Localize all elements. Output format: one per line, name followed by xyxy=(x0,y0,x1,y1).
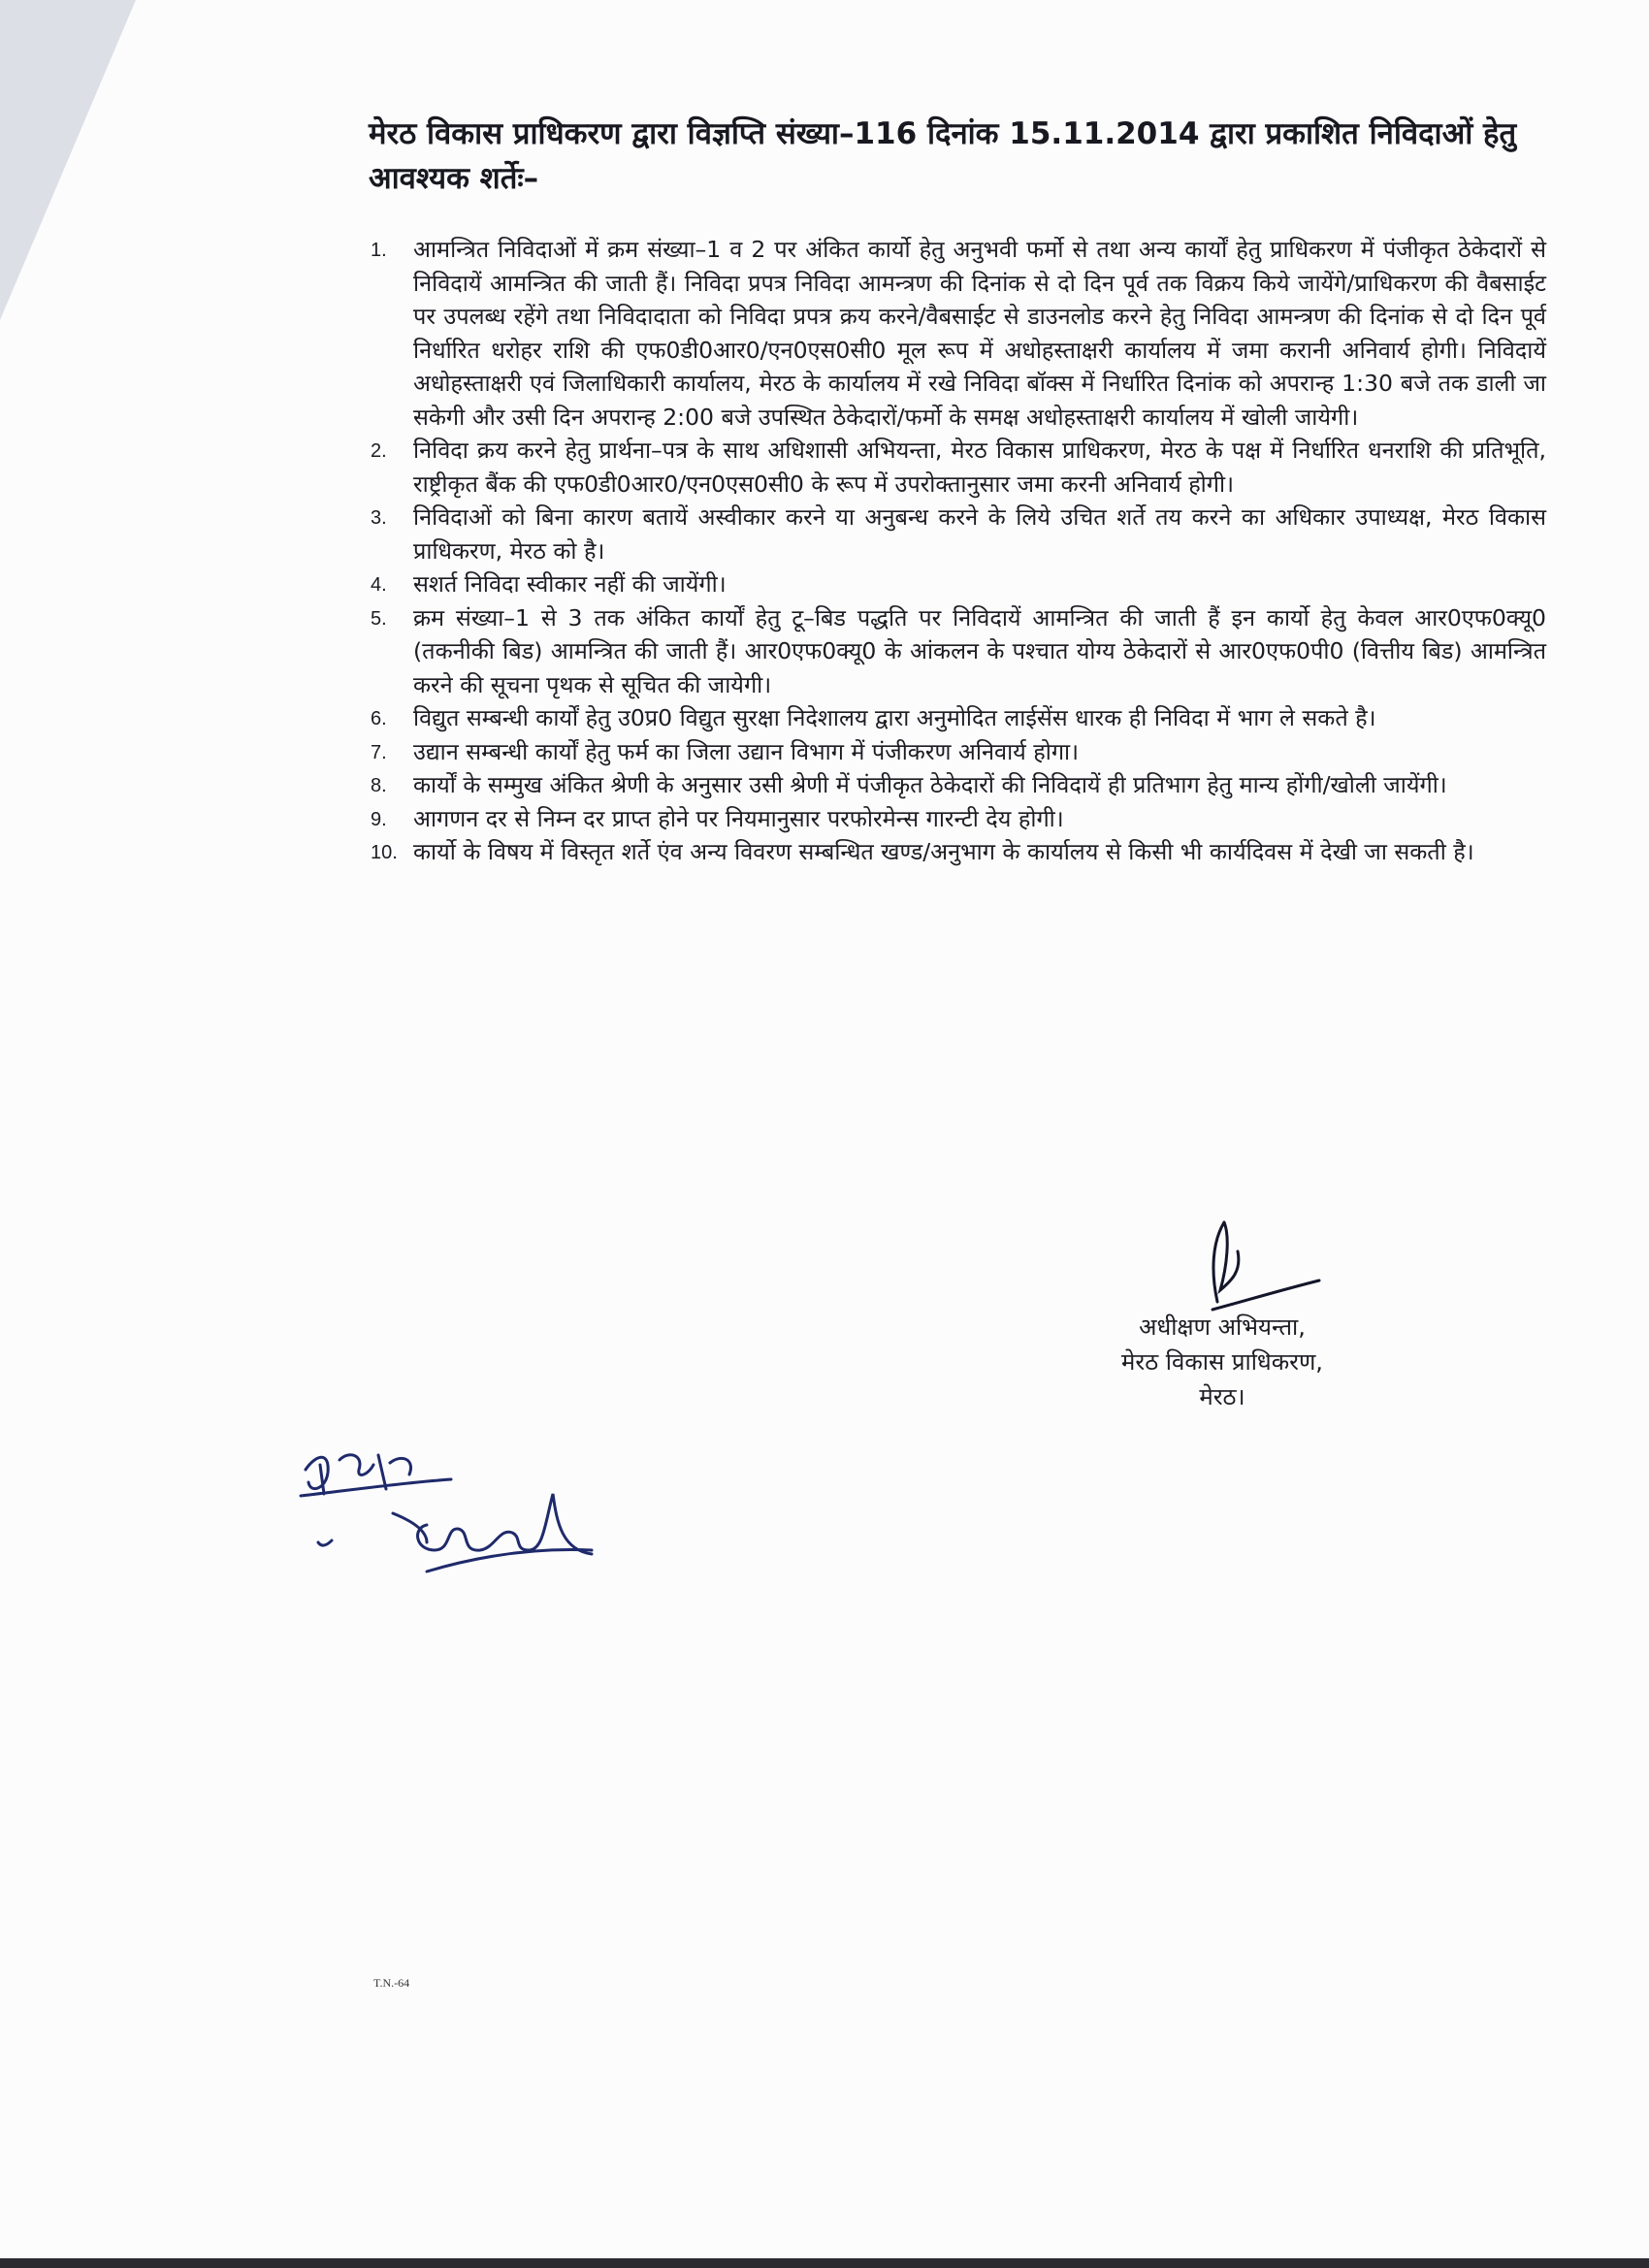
term-number: 3. xyxy=(371,507,387,529)
signatory-designation: अधीक्षण अभियन्ता, xyxy=(1139,1313,1306,1341)
term-number: 4. xyxy=(371,574,387,596)
term-number: 8. xyxy=(371,775,387,796)
term-item xyxy=(361,735,1546,769)
document-title: मेरठ विकास प्राधिकरण द्वारा विज्ञप्ति संख्या–116 दिनांक 15.11.2014 द्वारा प्रकाशित निविदाओं हेतु आवश्यक शर्तेः– xyxy=(369,116,1517,196)
term-number: 7. xyxy=(371,741,387,763)
term-item xyxy=(361,567,1546,601)
term-number: 6. xyxy=(371,708,387,729)
term-number: 2. xyxy=(371,440,387,462)
term-text: आगणन दर से निम्न दर प्राप्त होने पर नियमानुसार परफोरमेन्स गारन्टी देय होगी। xyxy=(413,804,1064,832)
term-text: उद्यान सम्बन्धी कार्यों हेतु फर्म का जिला उद्यान विभाग में पंजीकरण अनिवार्य होगा। xyxy=(413,737,1080,765)
term-item xyxy=(361,768,1546,802)
term-item xyxy=(361,835,1546,869)
scan-edge xyxy=(0,2258,1649,2268)
term-number: 9. xyxy=(371,808,387,830)
handwritten-initials xyxy=(281,1436,630,1620)
term-number: 5. xyxy=(371,607,387,630)
term-text: कार्यो के विषय में विस्तृत शर्ते एंव अन्य विवरण सम्बन्धित खण्ड/अनुभाग के कार्यालय से किसी भी कार्यदिवस में देखी जा सकती है। xyxy=(413,838,1474,865)
terms-list xyxy=(361,233,1546,869)
term-text: कार्यों के सम्मुख अंकित श्रेणी के अनुसार उसी श्रेणी में पंजीकृत ठेकेदारों की निविदायें ही प्रतिभाग हेतु मान्य होंगी/खोली जायेंगी। xyxy=(413,771,1447,798)
term-item xyxy=(361,601,1546,702)
term-text: निविदा क्रय करने हेतु प्रार्थना–पत्र के साथ अधिशासी अभियन्ता, मेरठ विकास प्राधिकरण, मेरठ के पक्ष में निर्धारित धनराशि की प्रतिभूति, राष्ट्रीकृत बैंक की एफ0डी0आर0/एन0एस0सी0 के रूप में उपरोक्तानुसार जमा करनी अनिवार्य होगी। xyxy=(413,437,1546,498)
term-number: 1. xyxy=(371,240,387,261)
term-text: सशर्त निविदा स्वीकार नहीं की जायेंगी। xyxy=(413,570,727,598)
term-item xyxy=(361,501,1546,567)
signatory-block xyxy=(1057,1310,1387,1414)
signatory-organization: मेरठ विकास प्राधिकरण, xyxy=(1121,1348,1323,1376)
term-number: 10. xyxy=(371,842,398,863)
term-item xyxy=(361,802,1546,836)
footer-code: T.N.-64 xyxy=(373,1976,410,1990)
term-item xyxy=(361,701,1546,735)
term-text: क्रम संख्या–1 से 3 तक अंकित कार्यों हेतु टू–बिड पद्धति पर निविदायें आमन्त्रित की जाती हैं इन कार्यो हेतु केवल आर0एफ0क्यू0 (तकनीकी बिड) आमन्त्रित की जाती हैं। आर0एफ0क्यू0 के आंकलन के पश्चात योग्य ठेकेदारों से आर0एफ0पी0 (वित्तीय बिड) आमन्त्रित करने की सूचना पृथक से सूचित की जायेगी। xyxy=(413,603,1546,698)
signatory-city: मेरठ। xyxy=(1199,1383,1245,1410)
term-text: निविदाओं को बिना कारण बतायें अस्वीकार करने या अनुबन्ध करने के लिये उचित शर्ते तय करने का अधिकार उपाध्यक्ष, मेरठ विकास प्राधिकरण, मेरठ को है। xyxy=(413,503,1546,565)
folded-corner xyxy=(0,0,136,320)
term-item xyxy=(361,434,1546,501)
term-text: आमन्त्रित निविदाओं में क्रम संख्या–1 व 2 पर अंकित कार्यो हेतु अनुभवी फर्मो से तथा अन्य कार्यों हेतु प्राधिकरण में पंजीकृत ठेकेदारों से निविदायें आमन्त्रित की जाती हैं। निविदा प्रपत्र निविदा आमन्त्रण की दिनांक से दो दिन पूर्व तक विक्रय किये जायेंगे/प्राधिकरण की वैबसाईट पर उपलब्ध रहेंगे तथा निविदादाता को निविदा प्रपत्र क्रय करने/वैबसाईट से डाउनलोड करने हेतु निविदा आमन्त्रण की दिनांक से दो दिन पूर्व निर्धारित धरोहर राशि की एफ0डी0आर0/एन0एस0सी0 मूल रूप में अधोहस्ताक्षरी कार्यालय में जमा करानी अनिवार्य होगी। निविदायें अधोहस्ताक्षरी एवं जिलाधिकारी कार्यालय, मेरठ के कार्यालय में रखे निविदा बॉक्स में निर्धारित दिनांक को अपरान्ह 1:30 बजे तक डाली जा सकेगी और उसी दिन अपरान्ह 2:00 बजे उपस्थित ठेकेदारों/फर्मो के समक्ष अधोहस्ताक्षरी कार्यालय में खोली जायेगी। xyxy=(413,236,1546,431)
term-item xyxy=(361,233,1546,434)
term-text: विद्युत सम्बन्धी कार्यों हेतु उ0प्र0 विद्युत सुरक्षा निदेशालय द्वारा अनुमोदित लाईसेंस धारक ही निविदा में भाग ले सकते है। xyxy=(413,704,1376,731)
